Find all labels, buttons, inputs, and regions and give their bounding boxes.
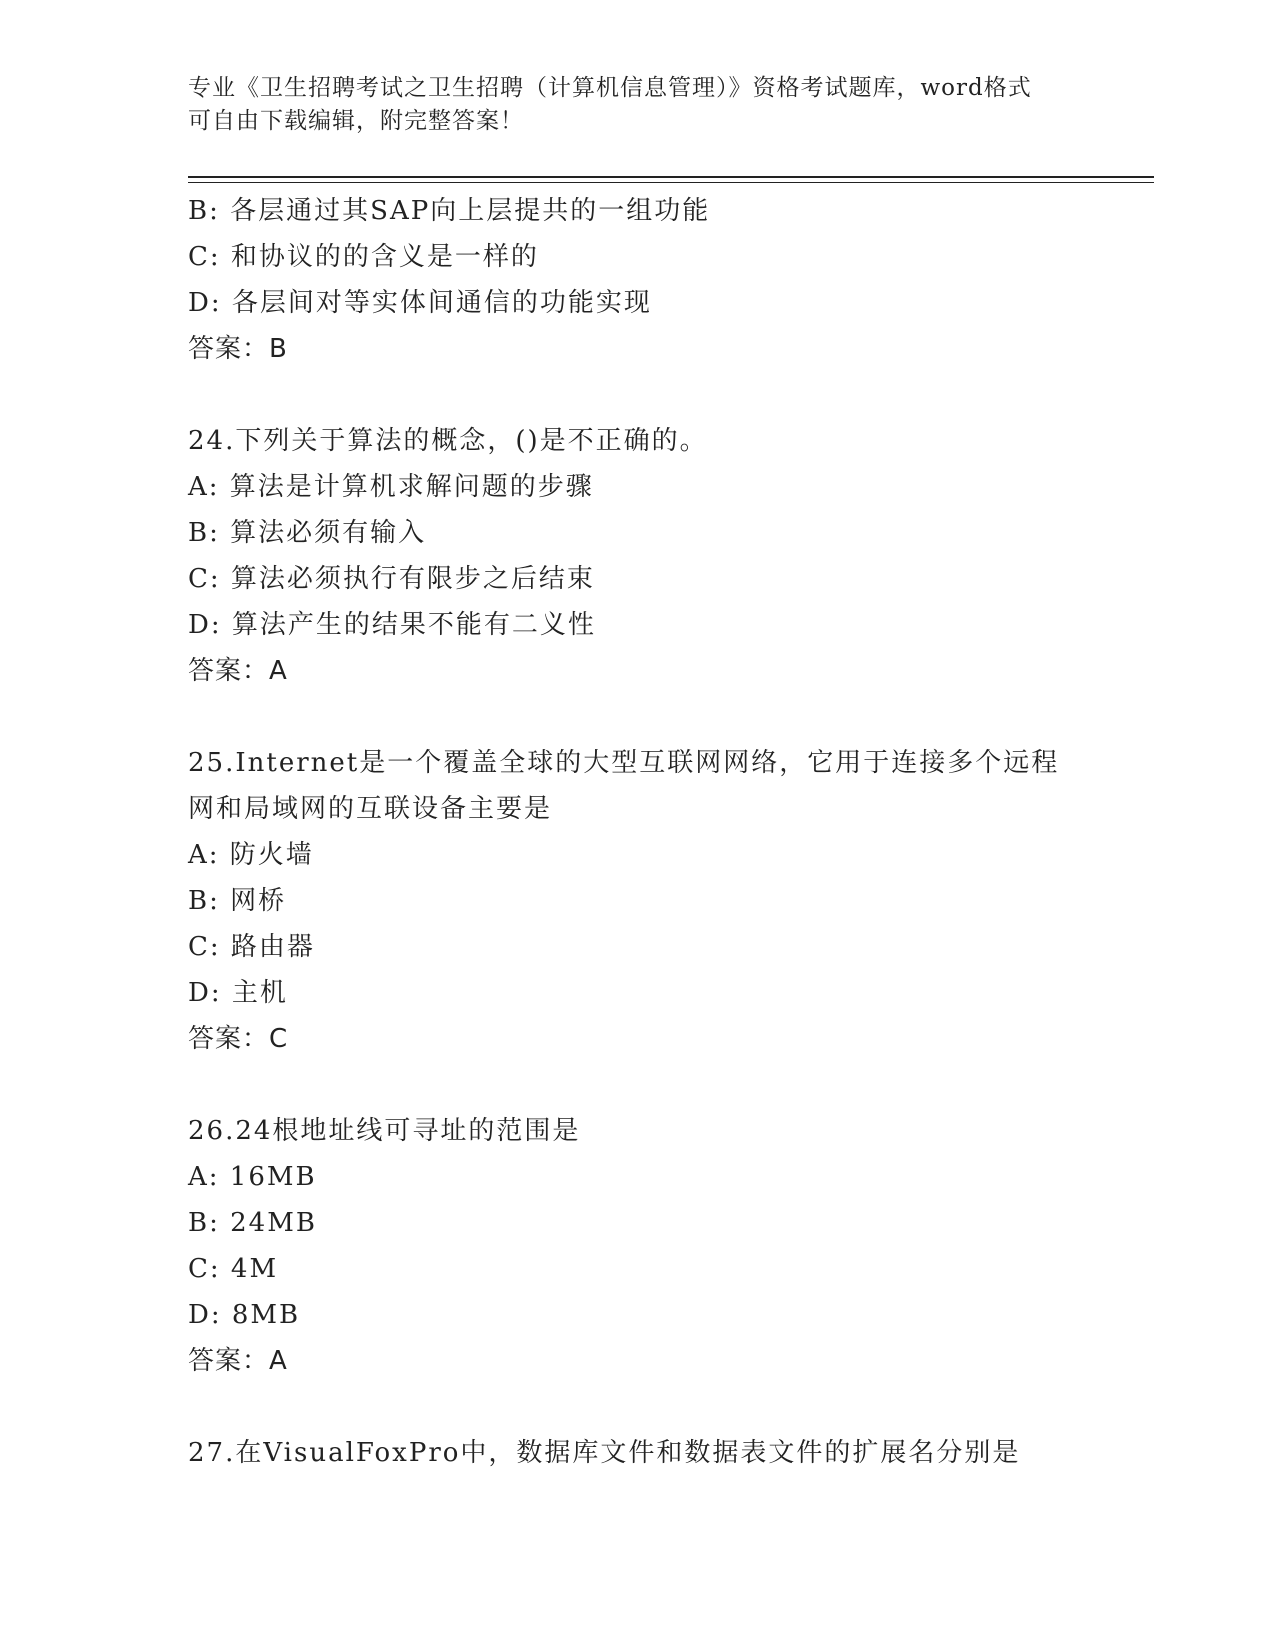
option-b: B: 24MB — [188, 1208, 317, 1238]
option-d: D: 主机 — [188, 978, 288, 1008]
option-b: B: 网桥 — [188, 886, 287, 916]
option-a: A: 算法是计算机求解问题的步骤 — [188, 472, 594, 502]
question-23-continued — [188, 188, 1088, 372]
question-25 — [188, 740, 1088, 1062]
spacer — [188, 694, 1088, 740]
answer-label: 答案：C — [188, 1024, 289, 1054]
option-c: C: 路由器 — [188, 932, 315, 962]
option-d: D: 算法产生的结果不能有二义性 — [188, 610, 596, 640]
option-d: D: 8MB — [188, 1300, 301, 1330]
header-line-1: 专业《卫生招聘考试之卫生招聘（计算机信息管理）》资格考试题库，word格式 — [188, 75, 1032, 101]
option-a: A: 16MB — [188, 1162, 317, 1192]
document-header — [188, 72, 1088, 138]
option-a: A: 防火墙 — [188, 840, 314, 870]
question-list — [188, 188, 1088, 1476]
question-stem-line-2: 网和局域网的互联设备主要是 — [188, 794, 553, 824]
answer-label: 答案：A — [188, 656, 288, 686]
spacer — [188, 372, 1088, 418]
option-c: C: 和协议的的含义是一样的 — [188, 242, 539, 272]
question-27 — [188, 1430, 1088, 1476]
question-24 — [188, 418, 1088, 694]
question-stem: 27.在VisualFoxPro中，数据库文件和数据表文件的扩展名分别是 — [188, 1438, 1021, 1468]
spacer — [188, 1384, 1088, 1430]
option-c: C: 算法必须执行有限步之后结束 — [188, 564, 595, 594]
question-26 — [188, 1108, 1088, 1384]
header-rule-thin — [188, 182, 1154, 183]
header-rule-thick — [188, 176, 1154, 178]
question-stem: 26.24根地址线可寻址的范围是 — [188, 1116, 581, 1146]
spacer — [188, 1062, 1088, 1108]
question-stem-line-1: 25.Internet是一个覆盖全球的大型互联网网络，它用于连接多个远程 — [188, 748, 1060, 778]
option-d: D: 各层间对等实体间通信的功能实现 — [188, 288, 652, 318]
question-stem: 24.下列关于算法的概念，()是不正确的。 — [188, 426, 708, 456]
answer-label: 答案：B — [188, 334, 288, 364]
answer-label: 答案：A — [188, 1346, 288, 1376]
option-b: B: 算法必须有输入 — [188, 518, 427, 548]
header-line-2: 可自由下载编辑，附完整答案！ — [188, 108, 524, 134]
option-c: C: 4M — [188, 1254, 279, 1284]
option-b: B: 各层通过其SAP向上层提共的一组功能 — [188, 196, 711, 226]
